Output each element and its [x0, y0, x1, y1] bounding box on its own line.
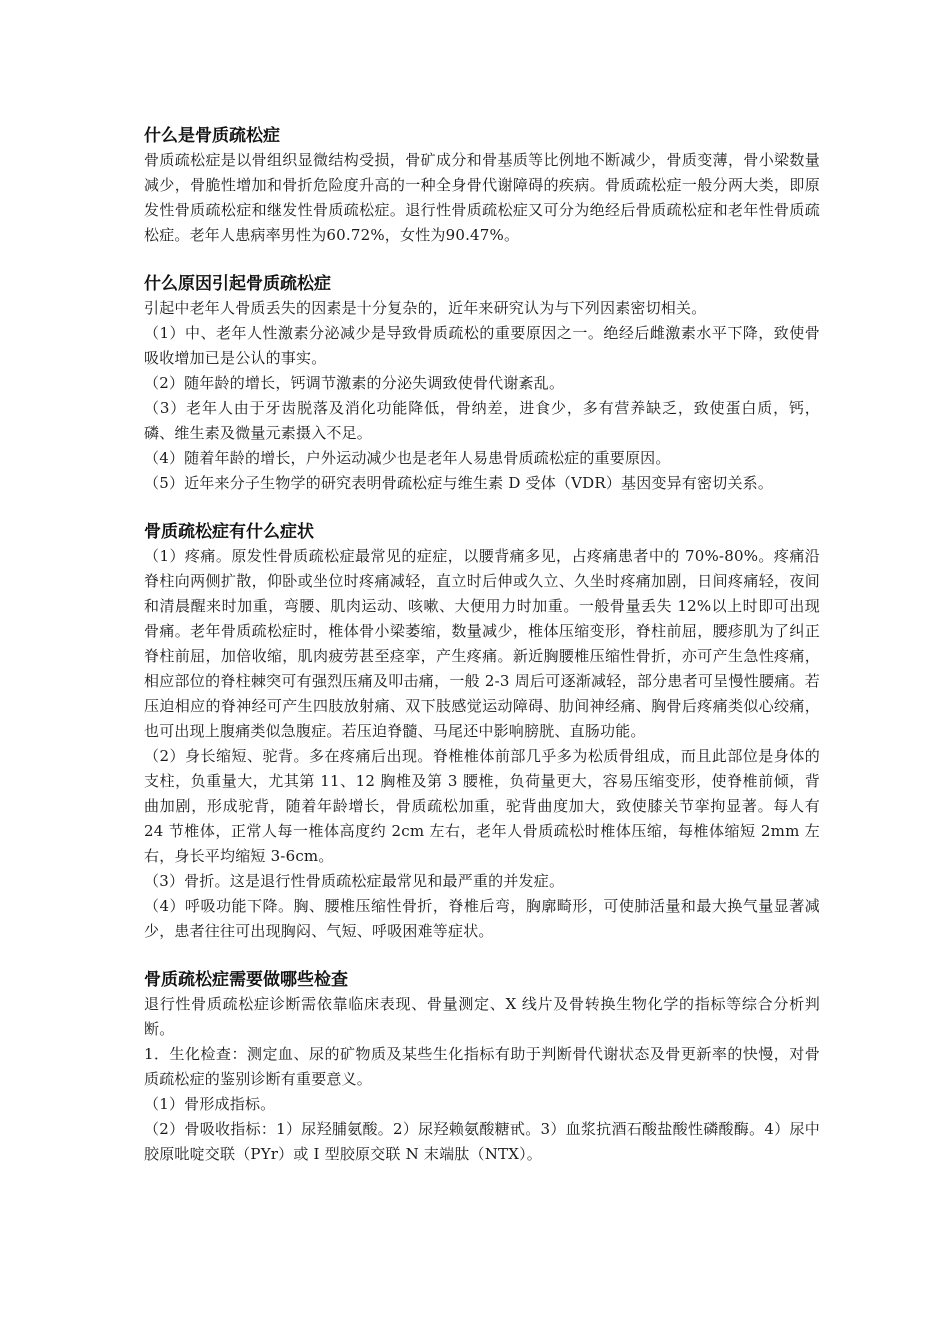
paragraph: （1）骨形成指标。: [144, 1095, 276, 1113]
section-heading: 骨质疏松症有什么症状: [144, 522, 314, 542]
paragraph: （3）骨折。这是退行性骨质疏松症最常见和最严重的并发症。: [144, 872, 565, 890]
paragraph: （2）身长缩短、驼背。多在疼痛后出现。脊椎椎体前部几乎多为松质骨组成，而且此部位是身体的支柱，负重量大，尤其第 11、12 胸椎及第 3 腰椎，负荷量更大，容易压缩变形，使脊椎前倾，背曲加剧，形成驼背，随着年龄增长，骨质疏松加重，驼背曲度加大，致使膝关节挛拘显著。每人有 24 节椎体，正常人每一椎体高度约 2cm 左右，老年人骨质疏松时椎体压缩，每椎体缩短 2mm 左右，身长平均缩短 3-6cm。: [144, 747, 820, 865]
section-heading: 什么原因引起骨质疏松症: [144, 274, 331, 294]
paragraph: 1．生化检查：测定血、尿的矿物质及某些生化指标有助于判断骨代谢状态及骨更新率的快慢，对骨质疏松症的鉴别诊断有重要意义。: [144, 1045, 820, 1088]
section-heading: 什么是骨质疏松症: [144, 126, 280, 146]
paragraph: （1）疼痛。原发性骨质疏松症最常见的症症，以腰背痛多见，占疼痛患者中的 70%-80%。疼痛沿脊柱向两侧扩散，仰卧或坐位时疼痛减轻，直立时后伸或久立、久坐时疼痛加剧，日间疼痛轻，夜间和清晨醒来时加重，弯腰、肌肉运动、咳嗽、大便用力时加重。一般骨量丢失 12%以上时即可出现骨痛。老年骨质疏松症时，椎体骨小梁萎缩，数量减少，椎体压缩变形，脊柱前屈，腰疹肌为了纠正脊柱前屈，加倍收缩，肌肉疲劳甚至痉挛，产生疼痛。新近胸腰椎压缩性骨折，亦可产生急性疼痛，相应部位的脊柱棘突可有强烈压痛及叩击痛，一般 2-3 周后可逐渐减轻，部分患者可呈慢性腰痛。若压迫相应的脊神经可产生四肢放射痛、双下肢感觉运动障碍、肋间神经痛、胸骨后疼痛类似心绞痛，也可出现上腹痛类似急腹症。若压迫脊髓、马尾还中影响膀胱、直肠功能。: [144, 547, 820, 740]
paragraph: （3）老年人由于牙齿脱落及消化功能降低，骨纳差，进食少，多有营养缺乏，致使蛋白质，钙，磷、维生素及微量元素摄入不足。: [144, 399, 820, 442]
paragraph: 退行性骨质疏松症诊断需依靠临床表现、骨量测定、X 线片及骨转换生物化学的指标等综合分析判断。: [144, 995, 820, 1038]
document-page: [144, 124, 820, 1191]
paragraph: 引起中老年人骨质丢失的因素是十分复杂的，近年来研究认为与下列因素密切相关。: [144, 299, 707, 317]
paragraph: （4）随着年龄的增长，户外运动减少也是老年人易患骨质疏松症的重要原因。: [144, 449, 671, 467]
section-what-is: [144, 124, 820, 248]
section-heading: 骨质疏松症需要做哪些检查: [144, 970, 348, 990]
paragraph: （1）中、老年人性激素分泌减少是导致骨质疏松的重要原因之一。绝经后雌激素水平下降，致使骨吸收增加已是公认的事实。: [144, 324, 820, 367]
paragraph: （4）呼吸功能下降。胸、腰椎压缩性骨折，脊椎后弯，胸廓畸形，可使肺活量和最大换气量显著减少，患者往往可出现胸闷、气短、呼吸困难等症状。: [144, 897, 820, 940]
section-symptoms: [144, 520, 820, 944]
paragraph: （5）近年来分子生物学的研究表明骨疏松症与维生素 D 受体（VDR）基因变异有密切关系。: [144, 474, 774, 492]
paragraph: （2）骨吸收指标：1）尿羟脯氨酸。2）尿羟赖氨酸糖甙。3）血浆抗酒石酸盐酸性磷酸酶。4）尿中胶原吡啶交联（PYr）或 I 型胶原交联 N 末端肽（NTX）。: [144, 1120, 820, 1163]
section-exams: [144, 968, 820, 1167]
paragraph: （2）随年龄的增长，钙调节激素的分泌失调致使骨代谢紊乱。: [144, 374, 565, 392]
paragraph: 骨质疏松症是以骨组织显微结构受损，骨矿成分和骨基质等比例地不断减少，骨质变薄，骨小梁数量减少，骨脆性增加和骨折危险度升高的一种全身骨代谢障碍的疾病。骨质疏松症一般分两大类，即原发性骨质疏松症和继发性骨质疏松症。退行性骨质疏松症又可分为绝经后骨质疏松症和老年性骨质疏松症。老年人患病率男性为60.72%，女性为90.47%。: [144, 151, 820, 244]
section-causes: [144, 272, 820, 496]
